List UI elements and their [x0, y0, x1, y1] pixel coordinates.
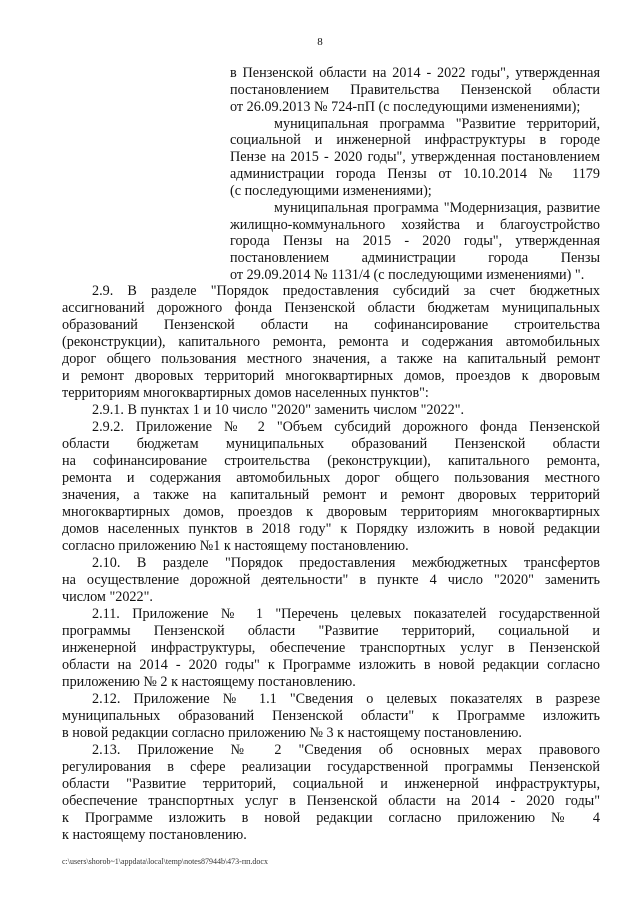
body-line: многоквартирных домов, проездов к дворовым территориям многоквартирных — [62, 504, 600, 520]
body-line: в новой редакции согласно приложению № 3 к настоящему постановлению. — [62, 725, 522, 741]
body-line: дорог общего пользования местного значения, а также на капитальный ремонт — [62, 351, 600, 367]
quote-line: жилищно-коммунального хозяйства и благоустройство — [230, 216, 600, 233]
body-line: муниципальных образований Пензенской области" к Программе изложить — [62, 708, 600, 724]
body-line: ремонта и содержания автомобильных дорог общего пользования местного — [62, 470, 600, 486]
quote-line: от 29.09.2014 № 1131/4 (с последующими изменениями) ". — [230, 267, 585, 283]
quote-line: в Пензенской области на 2014 - 2022 годы", утвержденная — [230, 65, 600, 81]
body-line: 2.9. В разделе "Порядок предоставления субсидий за счет бюджетных — [92, 283, 600, 299]
body-line: 2.11. Приложение № 1 "Перечень целевых показателей государственной — [92, 606, 600, 622]
quote-line: постановлением Правительства Пензенской области — [230, 81, 600, 98]
body-line: территориям многоквартирных домов населенных пунктов": — [62, 385, 429, 401]
body-line: домов населенных пунктов в 2018 году" к Порядку изложить в новой редакции — [62, 521, 600, 537]
quote-line: постановлением администрации города Пензы — [230, 250, 600, 267]
body-line: 2.9.1. В пунктах 1 и 10 число "2020" заменить числом "2022". — [92, 402, 465, 418]
body-line: к настоящему постановлению. — [62, 827, 247, 843]
body-line: (реконструкции), капитального ремонта, ремонта и содержания автомобильных — [62, 334, 600, 350]
quote-line: Пензе на 2015 - 2020 годы", утвержденная постановлением — [230, 149, 600, 166]
body-line: образований Пензенской области на софинансирование строительства — [62, 317, 600, 333]
body-line: 2.12. Приложение № 1.1 "Сведения о целевых показателях в разрезе — [92, 691, 600, 707]
page-number: 8 — [317, 36, 323, 48]
quote-line: от 26.09.2013 № 724-пП (с последующими изменениями); — [230, 98, 581, 115]
body-line: области бюджетам муниципальных образований Пензенской области — [62, 436, 600, 452]
body-line: 2.13. Приложение № 2 "Сведения об основных мерах правового — [92, 742, 600, 758]
body-line: числом "2022". — [62, 589, 153, 605]
body-line: области "Развитие территорий, социальной и инженерной инфраструктуры, — [62, 776, 600, 792]
quote-line: муниципальная программа "Модернизация, развитие — [274, 199, 600, 216]
body-line: обеспечение транспортных услуг в Пензенской области на 2014 - 2020 годы" — [62, 793, 600, 809]
body-line: ассигнований дорожного фонда Пензенской области бюджетам муниципальных — [62, 300, 600, 316]
file-path-footer: c:\users\shorob~1\appdata\local\temp\notes87944b\473-пп.docx — [62, 857, 268, 866]
body-line: значения, а также на капитальный ремонт и ремонт дворовых территорий — [62, 487, 600, 503]
body-line: 2.10. В разделе "Порядок предоставления межбюджетных трансфертов — [92, 555, 600, 571]
body-line: регулирования в сфере реализации государственной программы Пензенской — [62, 759, 600, 775]
body-line: программы Пензенской области "Развитие территорий, социальной и — [62, 623, 600, 639]
body-line: согласно приложению №1 к настоящему постановлению. — [62, 538, 409, 554]
quote-line: социальной и инженерной инфраструктуры в городе — [230, 132, 600, 149]
body-line: инженерной инфраструктуры, обеспечение транспортных услуг в Пензенской — [62, 640, 600, 656]
body-line: к Программе изложить в новой редакции согласно приложению № 4 — [62, 810, 600, 826]
quote-line: администрации города Пензы от 10.10.2014 № 1179 — [230, 166, 600, 182]
body-line: на софинансирование строительства (реконструкции), капитального ремонта, — [62, 453, 600, 469]
body-line: приложению № 2 к настоящему постановлению. — [62, 674, 356, 690]
body-line: области на 2014 - 2020 годы" к Программе изложить в новой редакции согласно — [62, 657, 600, 673]
quote-line: города Пензы на 2015 - 2020 годы", утвержденная — [230, 233, 600, 250]
body-line: на осуществление дорожной деятельности" в пункте 4 число "2020" заменить — [62, 572, 600, 588]
body-line: и ремонт дворовых территорий многоквартирных домов, проездов к дворовым — [62, 368, 600, 384]
body-line: 2.9.2. Приложение № 2 "Объем субсидий дорожного фонда Пензенской — [92, 419, 600, 435]
quote-line: (с последующими изменениями); — [230, 182, 432, 199]
quote-line: муниципальная программа "Развитие территорий, — [274, 115, 600, 132]
